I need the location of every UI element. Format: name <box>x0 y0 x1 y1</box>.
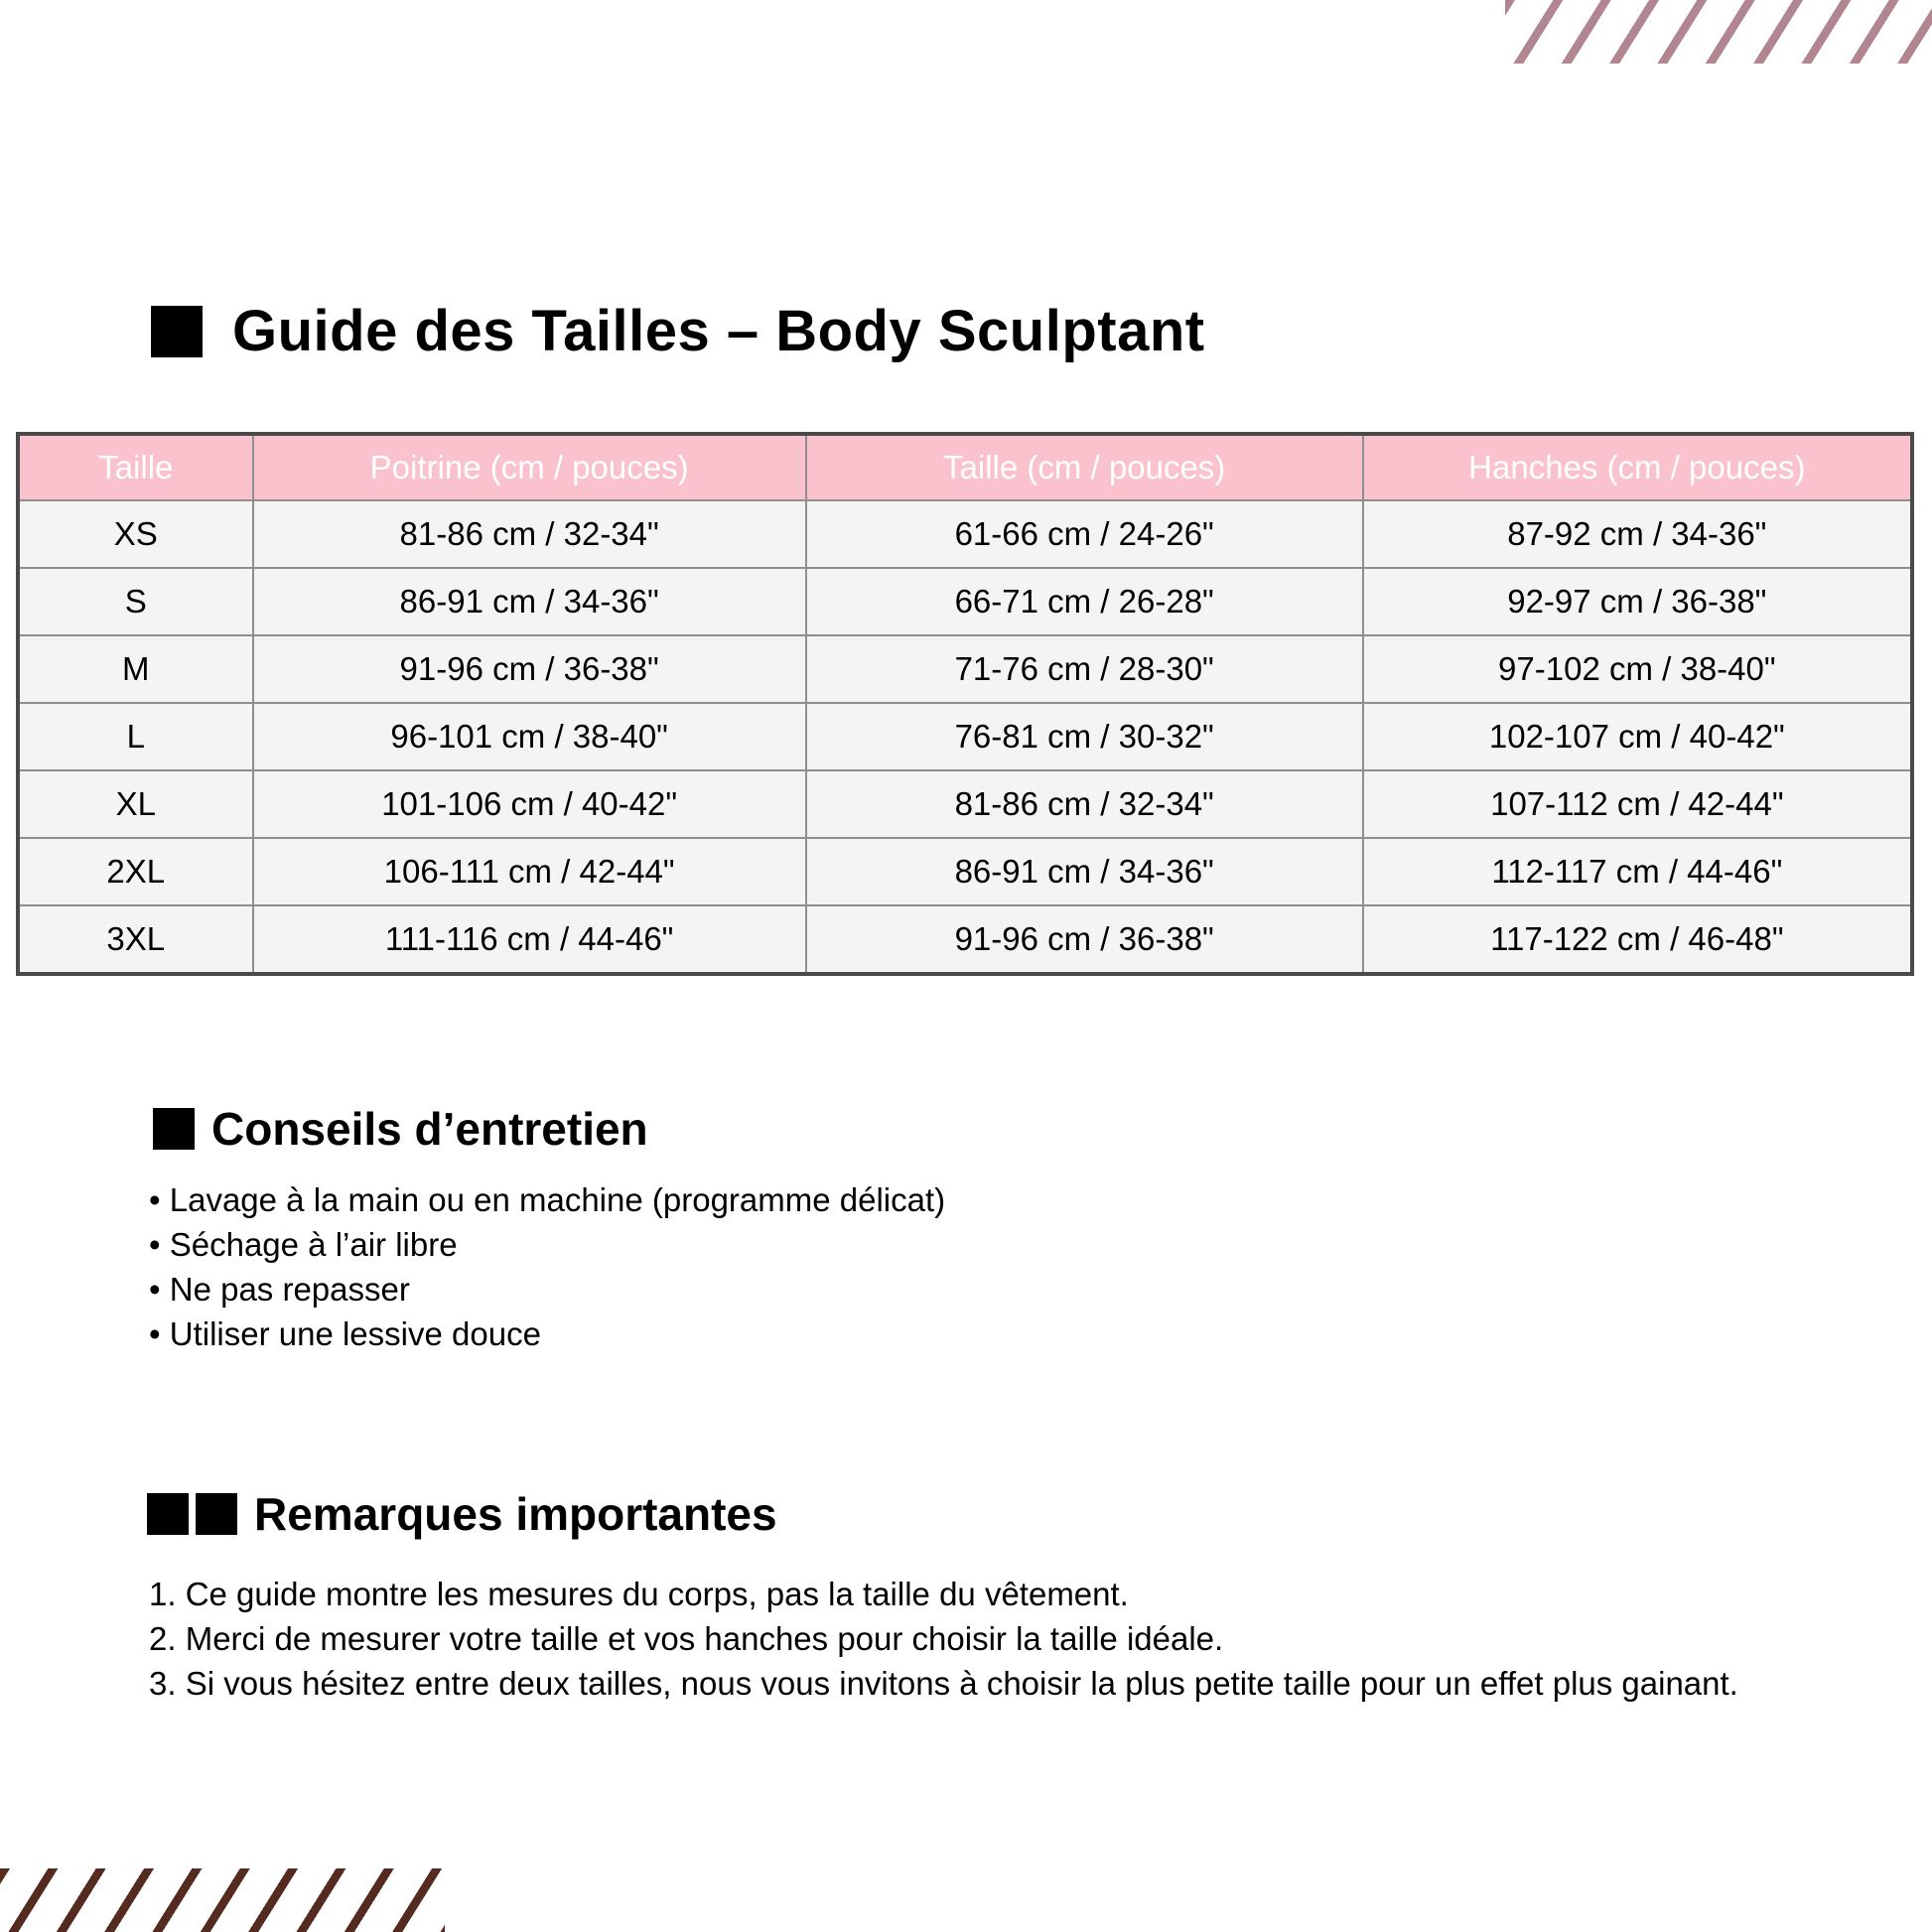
table-cell: 86-91 cm / 34-36" <box>253 568 806 635</box>
diagonal-stripes-bottom-left <box>0 1868 445 1932</box>
table-cell: 87-92 cm / 34-36" <box>1363 500 1912 568</box>
table-cell: 81-86 cm / 32-34" <box>806 770 1363 838</box>
column-header-hanches: Hanches (cm / pouces) <box>1363 434 1912 500</box>
diagonal-stripes-top-right <box>1505 0 1932 64</box>
table-cell: 2XL <box>18 838 253 905</box>
notes-heading-text: Remarques importantes <box>254 1488 777 1540</box>
table-row <box>18 770 1912 838</box>
table-cell: 81-86 cm / 32-34" <box>253 500 806 568</box>
table-cell: 101-106 cm / 40-42" <box>253 770 806 838</box>
table-cell: 3XL <box>18 905 253 974</box>
double-black-square-icon <box>147 1493 237 1535</box>
table-header-row <box>18 434 1912 500</box>
table-row <box>18 838 1912 905</box>
table-cell: L <box>18 703 253 770</box>
notes-section-heading <box>147 1487 777 1541</box>
page-title <box>151 298 1205 364</box>
table-cell: 106-111 cm / 42-44" <box>253 838 806 905</box>
table-cell: 102-107 cm / 40-42" <box>1363 703 1912 770</box>
list-item: • Utiliser une lessive douce <box>149 1311 945 1356</box>
black-square-icon <box>153 1108 195 1150</box>
care-section-heading <box>153 1102 648 1156</box>
table-cell: 91-96 cm / 36-38" <box>253 635 806 703</box>
care-heading-text: Conseils d’entretien <box>211 1103 648 1155</box>
table-cell: 71-76 cm / 28-30" <box>806 635 1363 703</box>
table-row <box>18 635 1912 703</box>
table-cell: 117-122 cm / 46-48" <box>1363 905 1912 974</box>
list-item: • Séchage à l’air libre <box>149 1222 945 1267</box>
table-cell: 91-96 cm / 36-38" <box>806 905 1363 974</box>
table-row <box>18 568 1912 635</box>
list-item: Si vous hésitez entre deux tailles, nous vous invitons à choisir la plus petite taille pour un effet plus gainant. <box>185 1665 1738 1702</box>
black-square-icon <box>151 306 203 357</box>
column-header-taille-cm: Taille (cm / pouces) <box>806 434 1363 500</box>
list-item: Merci de mesurer votre taille et vos hanches pour choisir la taille idéale. <box>185 1620 1224 1657</box>
table-cell: 66-71 cm / 26-28" <box>806 568 1363 635</box>
list-item: Ce guide montre les mesures du corps, pas la taille du vêtement. <box>185 1576 1129 1612</box>
column-header-taille: Taille <box>18 434 253 500</box>
table-cell: 112-117 cm / 44-46" <box>1363 838 1912 905</box>
table-row <box>18 500 1912 568</box>
table-row <box>18 905 1912 974</box>
list-item: • Ne pas repasser <box>149 1267 945 1311</box>
table-cell: M <box>18 635 253 703</box>
table-cell: 96-101 cm / 38-40" <box>253 703 806 770</box>
table-cell: 86-91 cm / 34-36" <box>806 838 1363 905</box>
page-title-text: Guide des Tailles – Body Sculptant <box>232 299 1205 363</box>
table-cell: S <box>18 568 253 635</box>
table-cell: 97-102 cm / 38-40" <box>1363 635 1912 703</box>
table-row <box>18 703 1912 770</box>
table-cell: 92-97 cm / 36-38" <box>1363 568 1912 635</box>
table-cell: XL <box>18 770 253 838</box>
important-notes-list <box>149 1572 1787 1706</box>
size-chart-table <box>16 432 1914 976</box>
column-header-poitrine: Poitrine (cm / pouces) <box>253 434 806 500</box>
table-cell: 107-112 cm / 42-44" <box>1363 770 1912 838</box>
table-cell: 111-116 cm / 44-46" <box>253 905 806 974</box>
table-cell: 76-81 cm / 30-32" <box>806 703 1363 770</box>
table-cell: 61-66 cm / 24-26" <box>806 500 1363 568</box>
list-item: • Lavage à la main ou en machine (programme délicat) <box>149 1177 945 1222</box>
table-cell: XS <box>18 500 253 568</box>
care-instructions-list <box>149 1177 945 1356</box>
